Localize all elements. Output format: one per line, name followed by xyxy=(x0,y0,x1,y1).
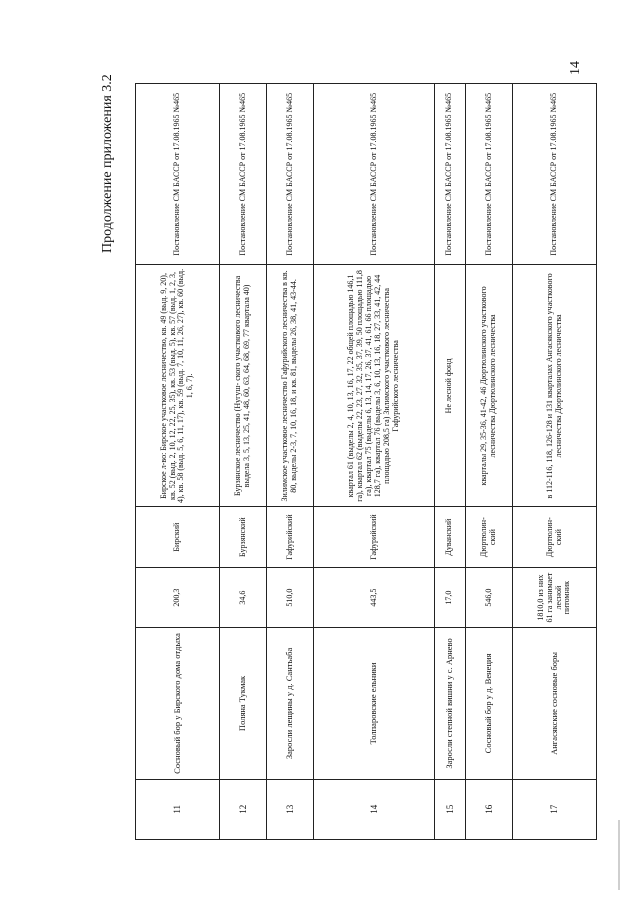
site-name: Сосновый бор у Бирского дома отдыха xyxy=(136,628,220,779)
table-row xyxy=(136,84,220,840)
site-name: Поляна Тукмак xyxy=(219,628,266,779)
row-number: 13 xyxy=(267,779,314,839)
site-location: квартал 61 (выделы 2, 4, 10, 13, 16, 17, 22 общей площадью 146,1 га), квартал 62 (выделы 22, 23, 27, 32, 35, 37, 39, 50 площадью 111,8 га), квартал 75 (выделы 6, 13, 14, 17, 26, 37, 41, 61, 66 площадью 128,7 га), квартал 76 (выделы 3, 6, 10, 13, 16, 18, 27, 33, 41, 42, 44 площадью 208,5 га) Зилимского участкового лесничества Гафурийского лесничества xyxy=(314,265,435,507)
site-area: 17,0 xyxy=(434,567,465,627)
table-row xyxy=(314,84,435,840)
site-district: Дюртюлин- ский xyxy=(465,507,512,567)
site-document: Постановление СМ БАССР от 17.08.1965 №465 xyxy=(314,84,435,265)
row-number: 17 xyxy=(513,779,597,839)
continuation-title: Продолжение приложения 3.2 xyxy=(100,74,115,253)
site-document: Постановление СМ БАССР от 17.08.1965 №465 xyxy=(513,84,597,265)
site-location: Бирское л-во: Бирское участковое лесничество, кв. 49 (выд. 9, 20), кв. 52 (выд. 2, 10, 12, 22, 25, 35), кв. 53 (выд. 5), кв. 57 (выд. 1, 2, 3, 4), кв. 58 (выд. 5, 6, 11, 17), кв. 59 (выд. 7, 10, 11, 26, 27), кв. 60 (выд. 1, 6, 7). xyxy=(136,265,220,507)
site-district: Гафурийский xyxy=(314,507,435,567)
protected-areas-table xyxy=(135,83,597,840)
scan-artifact-line xyxy=(618,820,620,890)
site-area: 546,0 xyxy=(465,567,512,627)
site-name: Толпаровские ельники xyxy=(314,628,435,779)
table-row xyxy=(513,84,597,840)
site-district: Бурзянский xyxy=(219,507,266,567)
site-document: Постановление СМ БАССР от 17.08.1965 №465 xyxy=(267,84,314,265)
site-area: 34,6 xyxy=(219,567,266,627)
table-row xyxy=(267,84,314,840)
site-location: Зилимское участковое лесничество Гафурийского лесничества в кв. 80, выделы 2-3, 7, 10, 16, 18, и кв. 81, выделы 26, 38, 41, 43-44. xyxy=(267,265,314,507)
row-number: 14 xyxy=(314,779,435,839)
site-document: Постановление СМ БАССР от 17.08.1965 №465 xyxy=(219,84,266,265)
site-document: Постановление СМ БАССР от 17.08.1965 №465 xyxy=(465,84,512,265)
site-district: Дюртюлин- ский xyxy=(513,507,597,567)
site-name: Заросли степной вишни у с. Арнево xyxy=(434,628,465,779)
table-row xyxy=(434,84,465,840)
row-number: 16 xyxy=(465,779,512,839)
site-area: 510,0 xyxy=(267,567,314,627)
site-area: 1810,0 из них 61 га занимает лесной питомник xyxy=(513,567,597,627)
site-area: 200,3 xyxy=(136,567,220,627)
table-body xyxy=(136,84,597,840)
site-location: в 112-116, 118, 126-128 и 131 кварталах Ангасякского участкового лесничества Дюртюлинского лесничества xyxy=(513,265,597,507)
row-number: 15 xyxy=(434,779,465,839)
page-number: 14 xyxy=(568,61,583,75)
table-row xyxy=(465,84,512,840)
table-row xyxy=(219,84,266,840)
row-number: 11 xyxy=(136,779,220,839)
site-district: Гафурийский xyxy=(267,507,314,567)
site-name: Ангасякские сосновые боры xyxy=(513,628,597,779)
site-name: Сосновый бор у д. Венеция xyxy=(465,628,512,779)
site-document: Постановление СМ БАССР от 17.08.1965 №465 xyxy=(434,84,465,265)
site-location: Бурзянское лесничество (Нугуш- ского участкового лесничества выдела 3, 5, 13, 25, 41, 48, 60, 63, 64, 68, 69, 77 квартала 40) xyxy=(219,265,266,507)
row-number: 12 xyxy=(219,779,266,839)
site-area: 443,5 xyxy=(314,567,435,627)
site-location: кварталы 29, 35-36, 41-42, 46 Дюртюлинского участкового лесничества Дюртюлинского лесничества xyxy=(465,265,512,507)
site-document: Постановление СМ БАССР от 17.08.1965 №465 xyxy=(136,84,220,265)
site-district: Бирский xyxy=(136,507,220,567)
site-location: Не лесной фонд xyxy=(434,265,465,507)
site-district: Дуванский xyxy=(434,507,465,567)
site-name: Заросли лещины у д. Сантьаба xyxy=(267,628,314,779)
